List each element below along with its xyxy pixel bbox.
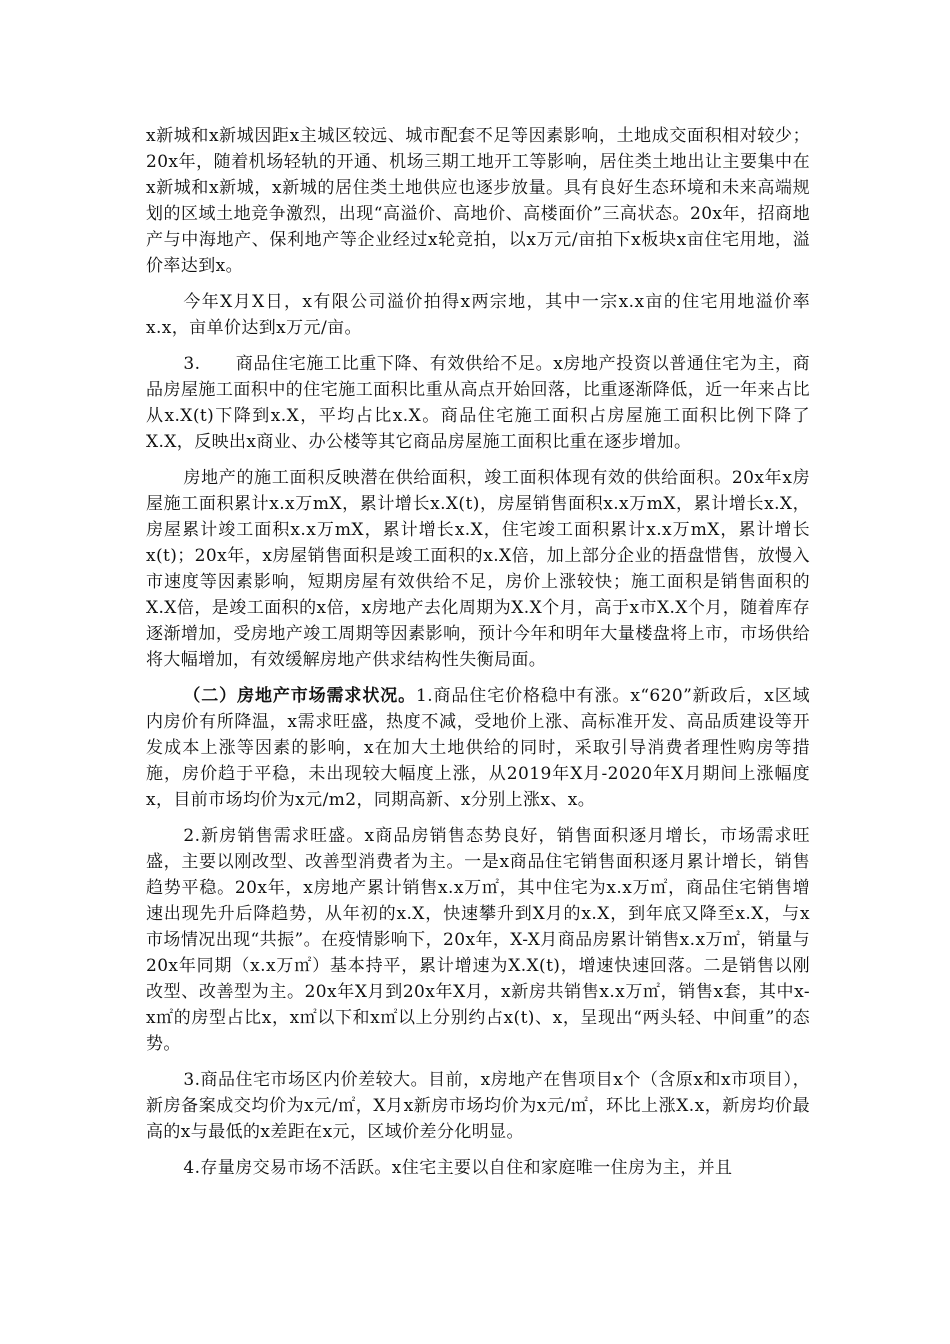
paragraph-demand-status [146,683,810,813]
paragraph-supply-analysis [146,465,810,673]
paragraph-text: 4.存量房交易市场不活跃。x住宅主要以自住和家庭唯一住房为主，并且 [183,1158,733,1178]
paragraph-land-supply [146,123,810,279]
paragraph-premium-auction [146,289,810,341]
section-heading: （二）房地产市场需求状况。 [183,686,417,706]
paragraph-text: 今年X月X日，x有限公司溢价拍得x两宗地，其中一宗x.x亩的住宅用地溢价率x.x，亩单价达到x万元/亩。 [146,292,810,338]
paragraph-text: 2.新房销售需求旺盛。x商品房销售态势良好，销售面积逐月增长，市场需求旺盛，主要以刚改型、改善型消费者为主。一是x商品住宅销售面积逐月累计增长，销售趋势平稳。20x年，x房地产累计销售x.x万㎡，其中住宅为x.x万㎡，商品住宅销售增速出现先升后降趋势，从年初的x.X，快速攀升到X月的x.X，到年底又降至x.X，与x市场情况出现“共振”。在疫情影响下，20x年，X-X月商品房累计销售x.x万㎡，销量与20x年同期（x.x万㎡）基本持平，累计增速为X.X(t)，增速快速回落。二是销售以刚改型、改善型为主。20x年X月到20x年X月，x新房共销售x.x万㎡，销售x套，其中x-x㎡的房型占比x，x㎡以下和x㎡以上分别约占x(t)、x，呈现出“两头轻、中间重”的态势。 [146,826,810,1054]
paragraph-text: 3. 商品住宅施工比重下降、有效供给不足。x房地产投资以普通住宅为主，商品房屋施工面积中的住宅施工面积比重从高点开始回落，比重逐渐降低，近一年来占比从x.X(t)下降到x.X，平均占比x.X。商品住宅施工面积占房屋施工面积比例下降了X.X，反映出x商业、办公楼等其它商品房屋施工面积比重在逐步增加。 [146,354,810,452]
paragraph-text: 房地产的施工面积反映潜在供给面积，竣工面积体现有效的供给面积。20x年x房屋施工面积累计x.x万mX，累计增长x.X(t)，房屋销售面积x.x万mX，累计增长x.X，房屋累计竣工面积x.x万mX，累计增长x.X，住宅竣工面积累计x.x万mX，累计增长x(t)；20x年，x房屋销售面积是竣工面积的x.X倍，加上部分企业的捂盘惜售，放慢入市速度等因素影响，短期房屋有效供给不足，房价上涨较快；施工面积是销售面积的X.X倍，是竣工面积的x倍，x房地产去化周期为X.X个月，高于x市X.X个月，随着库存逐渐增加，受房地产竣工周期等因素影响，预计今年和明年大量楼盘将上市，市场供给将大幅增加，有效缓解房地产供求结构性失衡局面。 [146,468,810,670]
paragraph-new-home-sales [146,823,810,1057]
paragraph-construction-share [146,351,810,455]
paragraph-text: 3.商品住宅市场区内价差较大。目前，x房地产在售项目x个（含原x和x市项目），新房备案成交均价为x元/㎡，X月x新房市场均价为x元/㎡，环比上涨X.x，新房均价最高的x与最低的x差距在x元，区域价差分化明显。 [146,1070,810,1142]
paragraph-text: x新城和x新城因距x主城区较远、城市配套不足等因素影响，土地成交面积相对较少；20x年，随着机场轻轨的开通、机场三期工地开工等影响，居住类土地出让主要集中在x新城和x新城，x新城的居住类土地供应也逐步放量。具有良好生态环境和未来高端规划的区域土地竞争激烈，出现“高溢价、高地价、高楼面价”三高状态。20x年，招商地产与中海地产、保利地产等企业经过x轮竞拍，以x万元/亩拍下x板块x亩住宅用地，溢价率达到x。 [146,126,810,276]
paragraph-text: 1.商品住宅价格稳中有涨。x“620”新政后，x区域内房价有所降温，x需求旺盛，热度不减，受地价上涨、高标准开发、高品质建设等开发成本上涨等因素的影响，x在加大土地供给的同时，采取引导消费者理性购房等措施，房价趋于平稳，未出现较大幅度上涨，从2019年X月-2020年X月期间上涨幅度x，目前市场均价为x元/m2，同期高新、x分别上涨x、x。 [146,686,811,810]
document-body [146,123,810,1186]
paragraph-price-difference [146,1067,810,1145]
paragraph-existing-homes [146,1155,810,1181]
